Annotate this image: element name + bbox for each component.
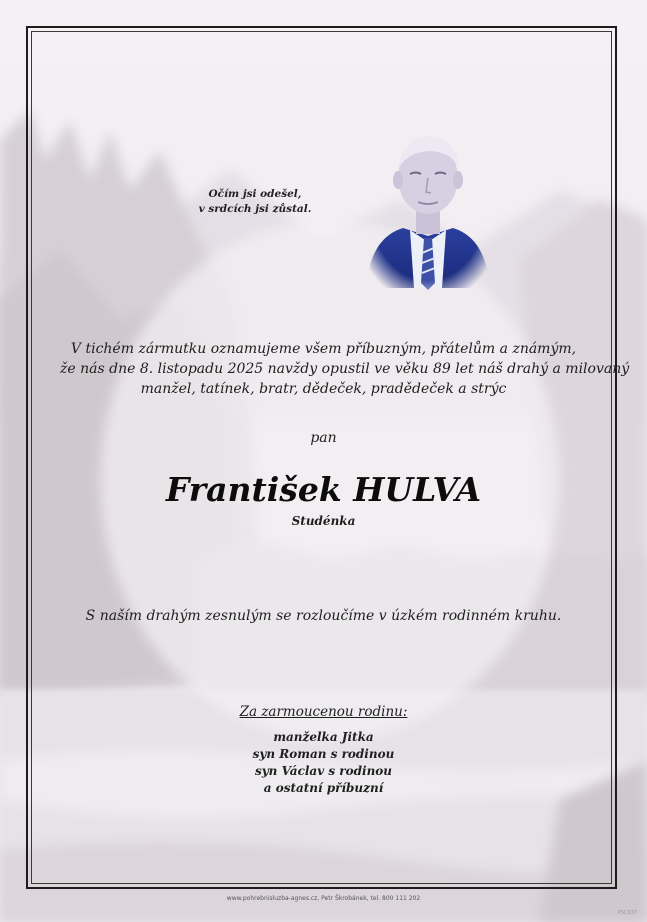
motto-line: v srdcích jsi zůstal. [198, 203, 312, 215]
mourner-item: syn Roman s rodinou [252, 747, 395, 761]
announcement-line: že nás dne 8. listopadu 2025 navždy opustil ve věku 89 let náš drahý a milovaný [60, 361, 630, 377]
mourners-heading [0, 704, 647, 720]
deceased-name: František HULVA [165, 470, 482, 509]
corner-code: PSC537 [617, 910, 637, 916]
announcement-text [60, 339, 630, 399]
announcement-line: manžel, tatínek, bratr, dědeček, pradědeček a strýc [140, 381, 507, 397]
farewell-note: S naším drahým zesnulým se rozloučíme v úzkém rodinném kruhu. [85, 608, 562, 624]
portrait-photo [358, 118, 498, 296]
mourner-item: manželka Jitka [273, 730, 374, 744]
salutation: pan [310, 430, 337, 446]
footer-contact: www.pohrebnisluzba-agnes.cz, Petr Škrobánek, tel. 800 111 202 [226, 895, 421, 902]
mourners-list [0, 729, 647, 797]
announcement-line: V tichém zármutku oznamujeme všem příbuzným, přátelům a známým, [70, 341, 577, 357]
deceased-place: Studénka [291, 514, 356, 528]
motto-line: Očím jsi odešel, [208, 188, 302, 200]
mourner-item: syn Václav s rodinou [254, 764, 393, 778]
mourners-heading-text: Za zarmoucenou rodinu: [239, 704, 408, 720]
mourner-item: a ostatní příbuzní [263, 781, 384, 795]
motto [180, 187, 330, 217]
